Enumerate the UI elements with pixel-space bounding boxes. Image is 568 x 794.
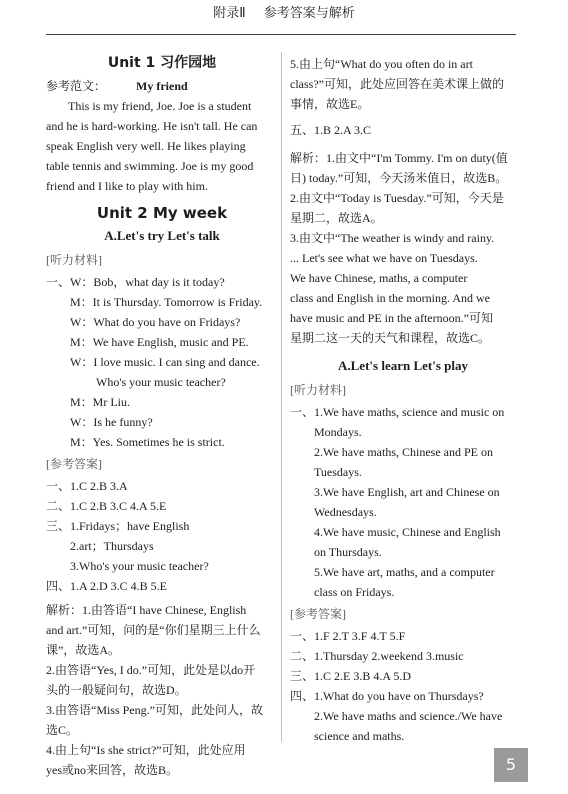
essay-line: and he is hard-working. He isn't tall. He can xyxy=(46,119,258,133)
listening-label: [听力材料] xyxy=(290,383,346,397)
analysis-line: 事情，故选E。 xyxy=(290,97,370,111)
listening-line: Tuesdays. xyxy=(314,465,362,479)
analysis-line: 头的一般疑问句，故选D。 xyxy=(46,683,187,697)
header-title: 参考答案与解析 xyxy=(263,6,355,21)
sample-title: My friend xyxy=(136,79,188,93)
analysis-line: 星期二这一天的天气和课程，故选C。 xyxy=(290,331,491,345)
answer-line: 2.art；Thursdays xyxy=(70,539,154,553)
analysis-line: yes或no来回答，故选B。 xyxy=(46,763,179,777)
analysis-line: 解析：1.由文中“I'm Tommy. I'm on duty(值 xyxy=(290,151,508,165)
analysis-line: 3.由文中“The weather is windy and rainy. xyxy=(290,231,495,245)
dialogue-line: W：Is he funny? xyxy=(70,415,153,429)
essay-line: friend and I like to play with him. xyxy=(46,179,208,193)
dialogue-line: W：I love music. I can sing and dance. xyxy=(70,355,260,369)
answer-line: 四、1.What do you have on Thursdays? xyxy=(290,689,484,703)
listening-line: 2.We have maths, Chinese and PE on xyxy=(314,445,493,459)
analysis-line: have music and PE in the afternoon.”可知 xyxy=(290,311,493,325)
unit1-title: Unit 1 习作园地 xyxy=(107,55,217,71)
dialogue-line: M：Yes. Sometimes he is strict. xyxy=(70,435,225,449)
answer-line: science and maths. xyxy=(314,729,405,743)
analysis-line: 选C。 xyxy=(46,723,79,737)
listening-line: Wednesdays. xyxy=(314,505,377,519)
page-header xyxy=(0,0,568,30)
answer-line: 五、1.B 2.A 3.C xyxy=(290,123,372,137)
analysis-line: 3.由答语“Miss Peng.”可知，此处问人，故 xyxy=(46,703,263,717)
dialogue-line: M：It is Thursday. Tomorrow is Friday. xyxy=(70,295,263,309)
left-column xyxy=(46,40,278,780)
listening-line: 3.We have English, art and Chinese on xyxy=(314,485,500,499)
dialogue-line: M：We have English, music and PE. xyxy=(70,335,249,349)
sample-heading xyxy=(46,76,278,96)
analysis-line: ... Let's see what we have on Tuesdays. xyxy=(290,251,478,265)
analysis-line: 日) today.”可知，今天汤米值日，故选B。 xyxy=(290,171,508,185)
dialogue-line: 一、W：Bob，what day is it today? xyxy=(46,275,225,289)
answer-line: 2.We have maths and science./We have xyxy=(314,709,503,723)
answer-line: 三、1.Fridays；have English xyxy=(46,519,190,533)
listening-line: Mondays. xyxy=(314,425,362,439)
analysis-line: 2.由答语“Yes, I do.”可知，此处是以do开 xyxy=(46,663,256,677)
listening-line: 4.We have music, Chinese and English xyxy=(314,525,501,539)
listening-line: 5.We have art, maths, and a computer xyxy=(314,565,495,579)
analysis-line: class?”可知，此处应回答在美术课上做的 xyxy=(290,77,504,91)
essay-line: speak English very well. He likes playing xyxy=(46,139,246,153)
dialogue-line: Who's your music teacher? xyxy=(96,375,226,389)
answer-line: 3.Who's your music teacher? xyxy=(70,559,209,573)
listening-label: [听力材料] xyxy=(46,253,102,267)
sample-label: 参考范文： xyxy=(46,79,107,93)
analysis-line: 星期二，故选A。 xyxy=(290,211,383,225)
analysis-line: 解析：1.由答语“I have Chinese, English xyxy=(46,603,247,617)
header-rule xyxy=(46,34,516,35)
answer-line: 一、1.F 2.T 3.F 4.T 5.F xyxy=(290,629,406,643)
column-divider xyxy=(281,52,282,742)
unit2-title: Unit 2 My week xyxy=(96,204,228,222)
answers-label: [参考答案] xyxy=(290,607,346,621)
analysis-line: 4.由上句“Is she strict?”可知，此处应用 xyxy=(46,743,246,757)
answer-line: 一、1.C 2.B 3.A xyxy=(46,479,128,493)
page-number: 5 xyxy=(494,748,528,782)
analysis-line: and art.”可知，问的是“你们星期三上什么 xyxy=(46,623,261,637)
right-column xyxy=(290,40,516,746)
dialogue-line: M：Mr Liu. xyxy=(70,395,131,409)
analysis-line: 2.由文中“Today is Tuesday.”可知，今天是 xyxy=(290,191,504,205)
answer-line: 二、1.C 2.B 3.C 4.A 5.E xyxy=(46,499,167,513)
analysis-line: We have Chinese, maths, a computer xyxy=(290,271,468,285)
listening-line: on Thursdays. xyxy=(314,545,382,559)
analysis-line: 课”，故选A。 xyxy=(46,643,120,657)
essay-line: This is my friend, Joe. Joe is a student xyxy=(68,99,252,113)
section-learn-title: A.Let's learn Let's play xyxy=(338,358,468,373)
analysis-line: class and English in the morning. And we xyxy=(290,291,490,305)
listening-line: 一、1.We have maths, science and music on xyxy=(290,405,505,419)
answer-line: 四、1.A 2.D 3.C 4.B 5.E xyxy=(46,579,168,593)
essay-line: table tennis and swimming. Joe is my good xyxy=(46,159,254,173)
header-appendix: 附录Ⅱ xyxy=(213,6,246,21)
answers-label: [参考答案] xyxy=(46,457,102,471)
section-a-title: A.Let's try Let's talk xyxy=(104,228,220,243)
answer-line: 二、1.Thursday 2.weekend 3.music xyxy=(290,649,464,663)
analysis-line: 5.由上句“What do you often do in art xyxy=(290,57,473,71)
answer-line: 三、1.C 2.E 3.B 4.A 5.D xyxy=(290,669,412,683)
dialogue-line: W：What do you have on Fridays? xyxy=(70,315,241,329)
listening-line: class on Fridays. xyxy=(314,585,395,599)
